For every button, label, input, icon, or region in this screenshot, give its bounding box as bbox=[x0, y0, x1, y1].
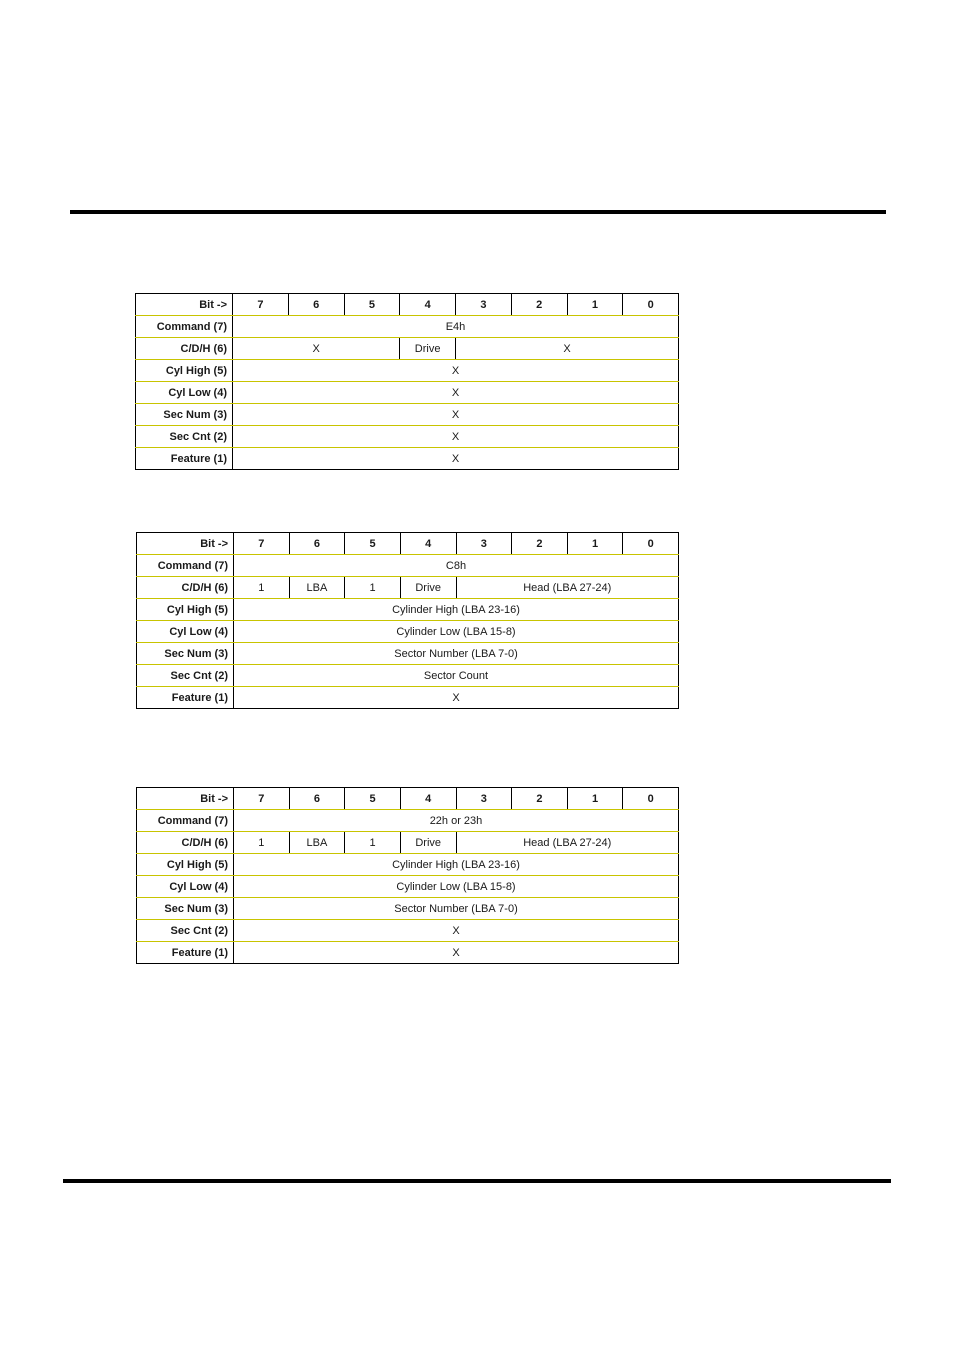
table-row bbox=[137, 599, 679, 621]
cdh-bits-3-0: Head (LBA 27-24) bbox=[456, 577, 679, 599]
table-row bbox=[137, 665, 679, 687]
table-row bbox=[137, 643, 679, 665]
header-cell: 2 bbox=[512, 788, 568, 810]
cdh-bit-6: LBA bbox=[289, 577, 345, 599]
row-value: Cylinder High (LBA 23-16) bbox=[234, 854, 679, 876]
row-value: Sector Number (LBA 7-0) bbox=[234, 643, 679, 665]
header-cell: 3 bbox=[456, 294, 512, 316]
row-label: Cyl High (5) bbox=[137, 599, 234, 621]
command-value: E4h bbox=[233, 316, 679, 338]
row-label: Sec Cnt (2) bbox=[137, 920, 234, 942]
row-value: Cylinder High (LBA 23-16) bbox=[234, 599, 679, 621]
table-row bbox=[136, 448, 679, 470]
header-cell: 6 bbox=[288, 294, 344, 316]
register-table-3 bbox=[136, 787, 679, 964]
header-cell: 6 bbox=[289, 533, 345, 555]
header-cell: 4 bbox=[400, 788, 456, 810]
table-header-row bbox=[137, 533, 679, 555]
cdh-bit-5: 1 bbox=[345, 577, 401, 599]
table-row bbox=[137, 577, 679, 599]
cdh-bits-3-0: X bbox=[456, 338, 679, 360]
row-value: X bbox=[233, 382, 679, 404]
table-row bbox=[136, 316, 679, 338]
row-label: Cyl Low (4) bbox=[136, 382, 233, 404]
table-row bbox=[137, 920, 679, 942]
row-value: Sector Number (LBA 7-0) bbox=[234, 898, 679, 920]
row-label: Sec Num (3) bbox=[137, 898, 234, 920]
header-cell: 3 bbox=[456, 788, 512, 810]
row-value: X bbox=[233, 426, 679, 448]
cdh-bit-4: Drive bbox=[400, 577, 456, 599]
row-label: Cyl High (5) bbox=[136, 360, 233, 382]
row-label: Command (7) bbox=[137, 810, 234, 832]
header-cell: 5 bbox=[345, 788, 401, 810]
row-label: Cyl Low (4) bbox=[137, 876, 234, 898]
row-label: Feature (1) bbox=[137, 687, 234, 709]
row-label: Feature (1) bbox=[136, 448, 233, 470]
header-cell: 0 bbox=[623, 533, 679, 555]
cdh-bits-3-0: Head (LBA 27-24) bbox=[456, 832, 679, 854]
header-cell: 3 bbox=[456, 533, 512, 555]
table-header-row bbox=[137, 788, 679, 810]
register-table-2 bbox=[136, 532, 679, 709]
table-row bbox=[137, 898, 679, 920]
row-value: Sector Count bbox=[234, 665, 679, 687]
row-label: Cyl Low (4) bbox=[137, 621, 234, 643]
footer-rule bbox=[63, 1179, 891, 1183]
cdh-bit-4: Drive bbox=[400, 832, 456, 854]
header-cell: 6 bbox=[289, 788, 345, 810]
row-label: Command (7) bbox=[136, 316, 233, 338]
header-cell: Bit -> bbox=[136, 294, 233, 316]
row-value: X bbox=[234, 687, 679, 709]
header-rule bbox=[70, 210, 886, 214]
header-cell: Bit -> bbox=[137, 788, 234, 810]
row-value: X bbox=[234, 942, 679, 964]
header-cell: 4 bbox=[400, 294, 456, 316]
header-cell: 1 bbox=[567, 294, 623, 316]
cdh-bit-7: 1 bbox=[234, 832, 290, 854]
row-value: X bbox=[233, 448, 679, 470]
header-cell: 5 bbox=[344, 294, 400, 316]
header-cell: 7 bbox=[234, 533, 290, 555]
row-label: Feature (1) bbox=[137, 942, 234, 964]
cdh-bit-6: LBA bbox=[289, 832, 345, 854]
table-row bbox=[137, 854, 679, 876]
table-row bbox=[137, 687, 679, 709]
header-cell: 0 bbox=[623, 788, 679, 810]
table-row bbox=[137, 942, 679, 964]
header-cell: 7 bbox=[233, 294, 289, 316]
table-row bbox=[137, 810, 679, 832]
row-label: Sec Cnt (2) bbox=[137, 665, 234, 687]
header-cell: 1 bbox=[567, 788, 623, 810]
header-cell: 4 bbox=[400, 533, 456, 555]
cdh-bit-5: 1 bbox=[345, 832, 401, 854]
table-row bbox=[137, 555, 679, 577]
cdh-bits-7-5: X bbox=[233, 338, 400, 360]
header-cell: 1 bbox=[567, 533, 623, 555]
row-label: Command (7) bbox=[137, 555, 234, 577]
table-header-row bbox=[136, 294, 679, 316]
table-row bbox=[136, 382, 679, 404]
row-value: X bbox=[234, 920, 679, 942]
command-value: C8h bbox=[234, 555, 679, 577]
row-value: X bbox=[233, 404, 679, 426]
row-label: C/D/H (6) bbox=[137, 577, 234, 599]
table-row bbox=[136, 338, 679, 360]
header-cell: 7 bbox=[234, 788, 290, 810]
table-row bbox=[136, 426, 679, 448]
row-value: Cylinder Low (LBA 15-8) bbox=[234, 876, 679, 898]
row-value: Cylinder Low (LBA 15-8) bbox=[234, 621, 679, 643]
register-table-1 bbox=[135, 293, 679, 470]
row-label: C/D/H (6) bbox=[136, 338, 233, 360]
row-label: Sec Num (3) bbox=[136, 404, 233, 426]
row-label: Cyl High (5) bbox=[137, 854, 234, 876]
row-value: X bbox=[233, 360, 679, 382]
header-cell: 2 bbox=[512, 533, 568, 555]
command-value: 22h or 23h bbox=[234, 810, 679, 832]
table-row bbox=[136, 404, 679, 426]
header-cell: 2 bbox=[511, 294, 567, 316]
row-label: Sec Cnt (2) bbox=[136, 426, 233, 448]
row-label: C/D/H (6) bbox=[137, 832, 234, 854]
table-row bbox=[136, 360, 679, 382]
header-cell: Bit -> bbox=[137, 533, 234, 555]
table-row bbox=[137, 621, 679, 643]
cdh-bit-4: Drive bbox=[400, 338, 456, 360]
header-cell: 5 bbox=[345, 533, 401, 555]
cdh-bit-7: 1 bbox=[234, 577, 290, 599]
row-label: Sec Num (3) bbox=[137, 643, 234, 665]
table-row bbox=[137, 832, 679, 854]
table-row bbox=[137, 876, 679, 898]
header-cell: 0 bbox=[623, 294, 679, 316]
